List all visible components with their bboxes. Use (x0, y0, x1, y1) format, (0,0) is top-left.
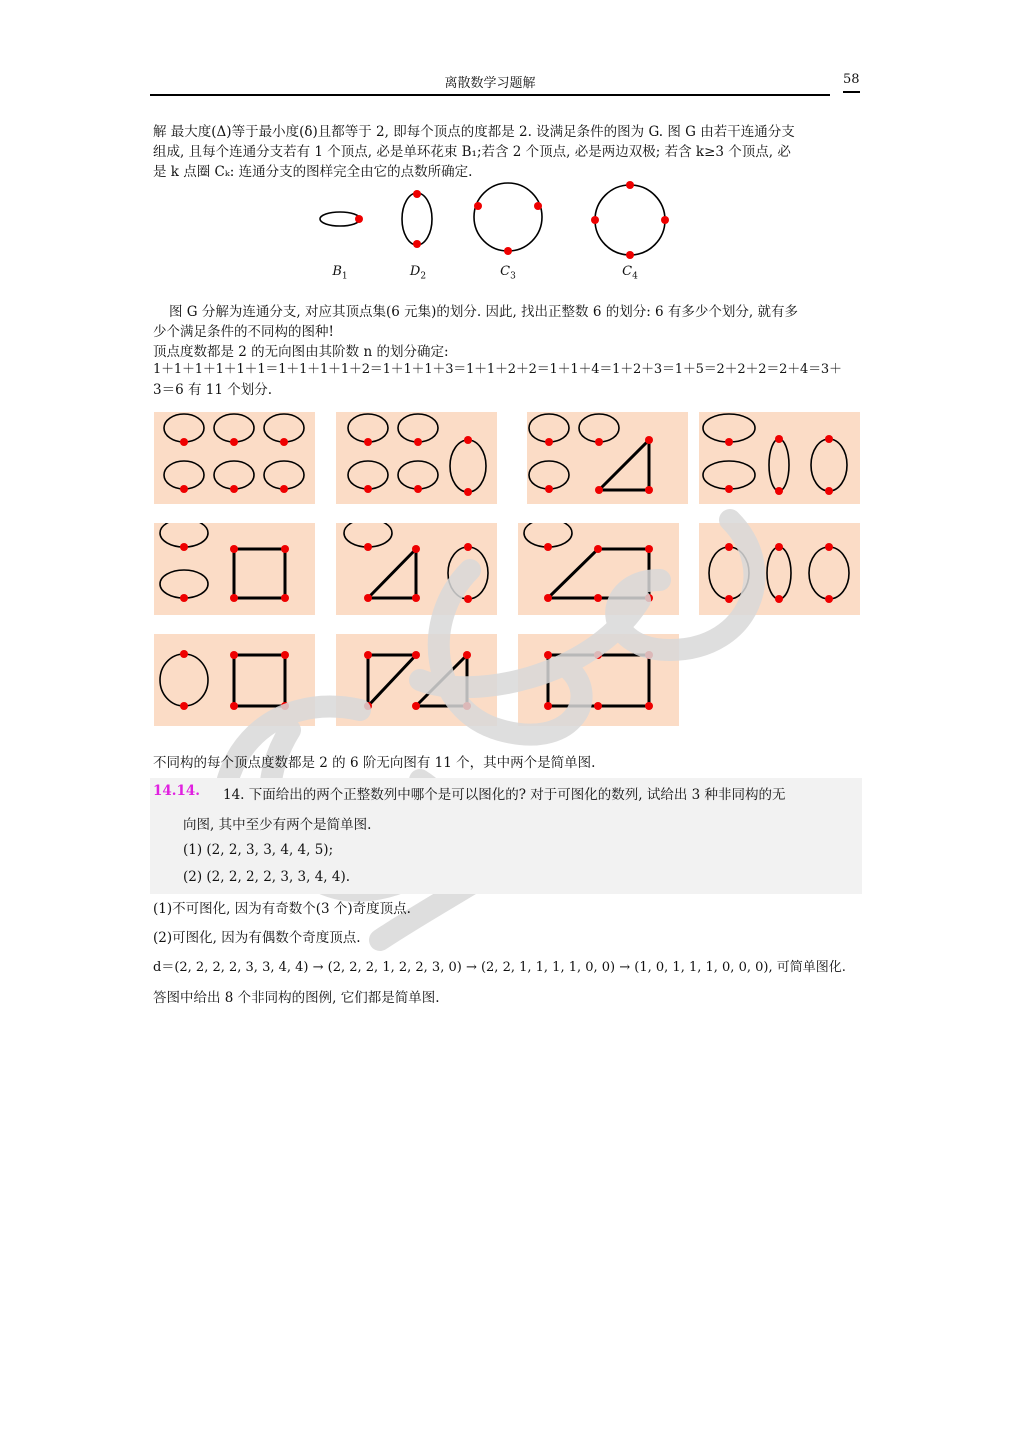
page-number: 58 (843, 72, 860, 87)
loop (164, 414, 204, 446)
c3-vertex (534, 202, 542, 210)
partition-line-3: 顶点度数都是 2 的无向图由其阶数 n 的划分确定: (153, 344, 449, 360)
running-header-title: 离散数学习题解 (444, 76, 536, 91)
conclusion-text: 不同构的每个顶点度数都是 2 的 6 阶无向图有 11 个，其中两个是简单图. (153, 755, 596, 771)
loop (214, 414, 254, 446)
c4-vertex (661, 216, 669, 224)
partition-line-4: 1＋1＋1＋1＋1＋1＝1＋1＋1＋1＋2＝1＋1＋1＋3＝1＋1＋2＋2＝1＋1＋4＝1＋2＋3＝1＋5＝2＋2＋2＝2＋4＝3＋ (153, 362, 842, 377)
answer-3: d＝(2, 2, 2, 2, 3, 3, 4, 4) → (2, 2, 2, 1, 2, 2, 3, 0) → (2, 2, 1, 1, 1, 1, 0, 0) → (1, 0, 1, 1, 1, 0, 0, 0), 可简单图化. (153, 960, 846, 975)
c4-vertex (626, 251, 634, 259)
loop (264, 414, 304, 446)
partition-line-5: 3＝6 有 11 个划分. (153, 382, 273, 398)
loop (579, 414, 619, 446)
page-number-underline (843, 91, 860, 93)
exercise-number: 14.14. (153, 783, 200, 799)
intro-line-3: 是 k 点圈 Cₖ: 连通分支的图样完全由它的点数所确定. (153, 164, 473, 180)
c3-vertex (474, 202, 482, 210)
c4-vertex (626, 181, 634, 189)
answer-2: (2)可图化, 因为有偶数个奇度顶点. (153, 930, 361, 946)
d2-vertex-bottom (413, 240, 421, 248)
exercise-question-line-2: 向图, 其中至少有两个是简单图. (183, 817, 372, 833)
d2-vertex-top (413, 190, 421, 198)
partition-line-2: 少个满足条件的不同构的图种! (153, 324, 334, 340)
c3-vertex (504, 247, 512, 255)
partition-line-1: 图 G 分解为连通分支, 对应其顶点集(6 元集)的划分. 因此, 找出正整数 6 的划分: 6 有多少个划分, 就有多 (169, 304, 799, 320)
c3-cycle (474, 183, 542, 251)
b1-vertex (355, 215, 363, 223)
b1-loop (320, 212, 360, 226)
loop (348, 414, 388, 446)
exercise-item-2: (2) (2, 2, 2, 2, 3, 3, 4, 4). (183, 869, 351, 885)
intro-line-2: 组成, 且每个连通分支若有 1 个顶点, 必是单环花束 B₁;若含 2 个顶点, 必是两边双极; 若含 k≥3 个顶点, 必 (153, 144, 791, 160)
exercise-item-1: (1) (2, 2, 3, 3, 4, 4, 5); (183, 842, 334, 858)
exercise-question-line-1: 14. 下面给出的两个正整数列中哪个是可以图化的? 对于可图化的数列, 试给出 3 种非同构的无 (223, 787, 786, 803)
label-d2: $D_2$ (409, 264, 427, 282)
label-b1: $B_1$ (332, 264, 348, 282)
solution-intro (153, 122, 863, 182)
answer-4: 答图中给出 8 个非同构的图例, 它们都是简单图. (153, 990, 440, 1006)
label-c3: $C_3$ (500, 264, 516, 282)
header-rule (150, 94, 830, 96)
d2-edges (402, 193, 432, 245)
answer-1: (1)不可图化, 因为有奇数个(3 个)奇度顶点. (153, 901, 411, 917)
c4-cycle (595, 185, 665, 255)
loop (703, 414, 755, 446)
c4-vertex (591, 216, 599, 224)
label-c4: $C_4$ (622, 264, 638, 282)
loop (529, 414, 569, 446)
loop (398, 414, 438, 446)
intro-line-1: 解 最大度(Δ)等于最小度(δ)且都等于 2, 即每个顶点的度都是 2. 设满足条件的图为 G. 图 G 由若干连通分支 (153, 124, 795, 140)
component-figures (300, 175, 700, 265)
